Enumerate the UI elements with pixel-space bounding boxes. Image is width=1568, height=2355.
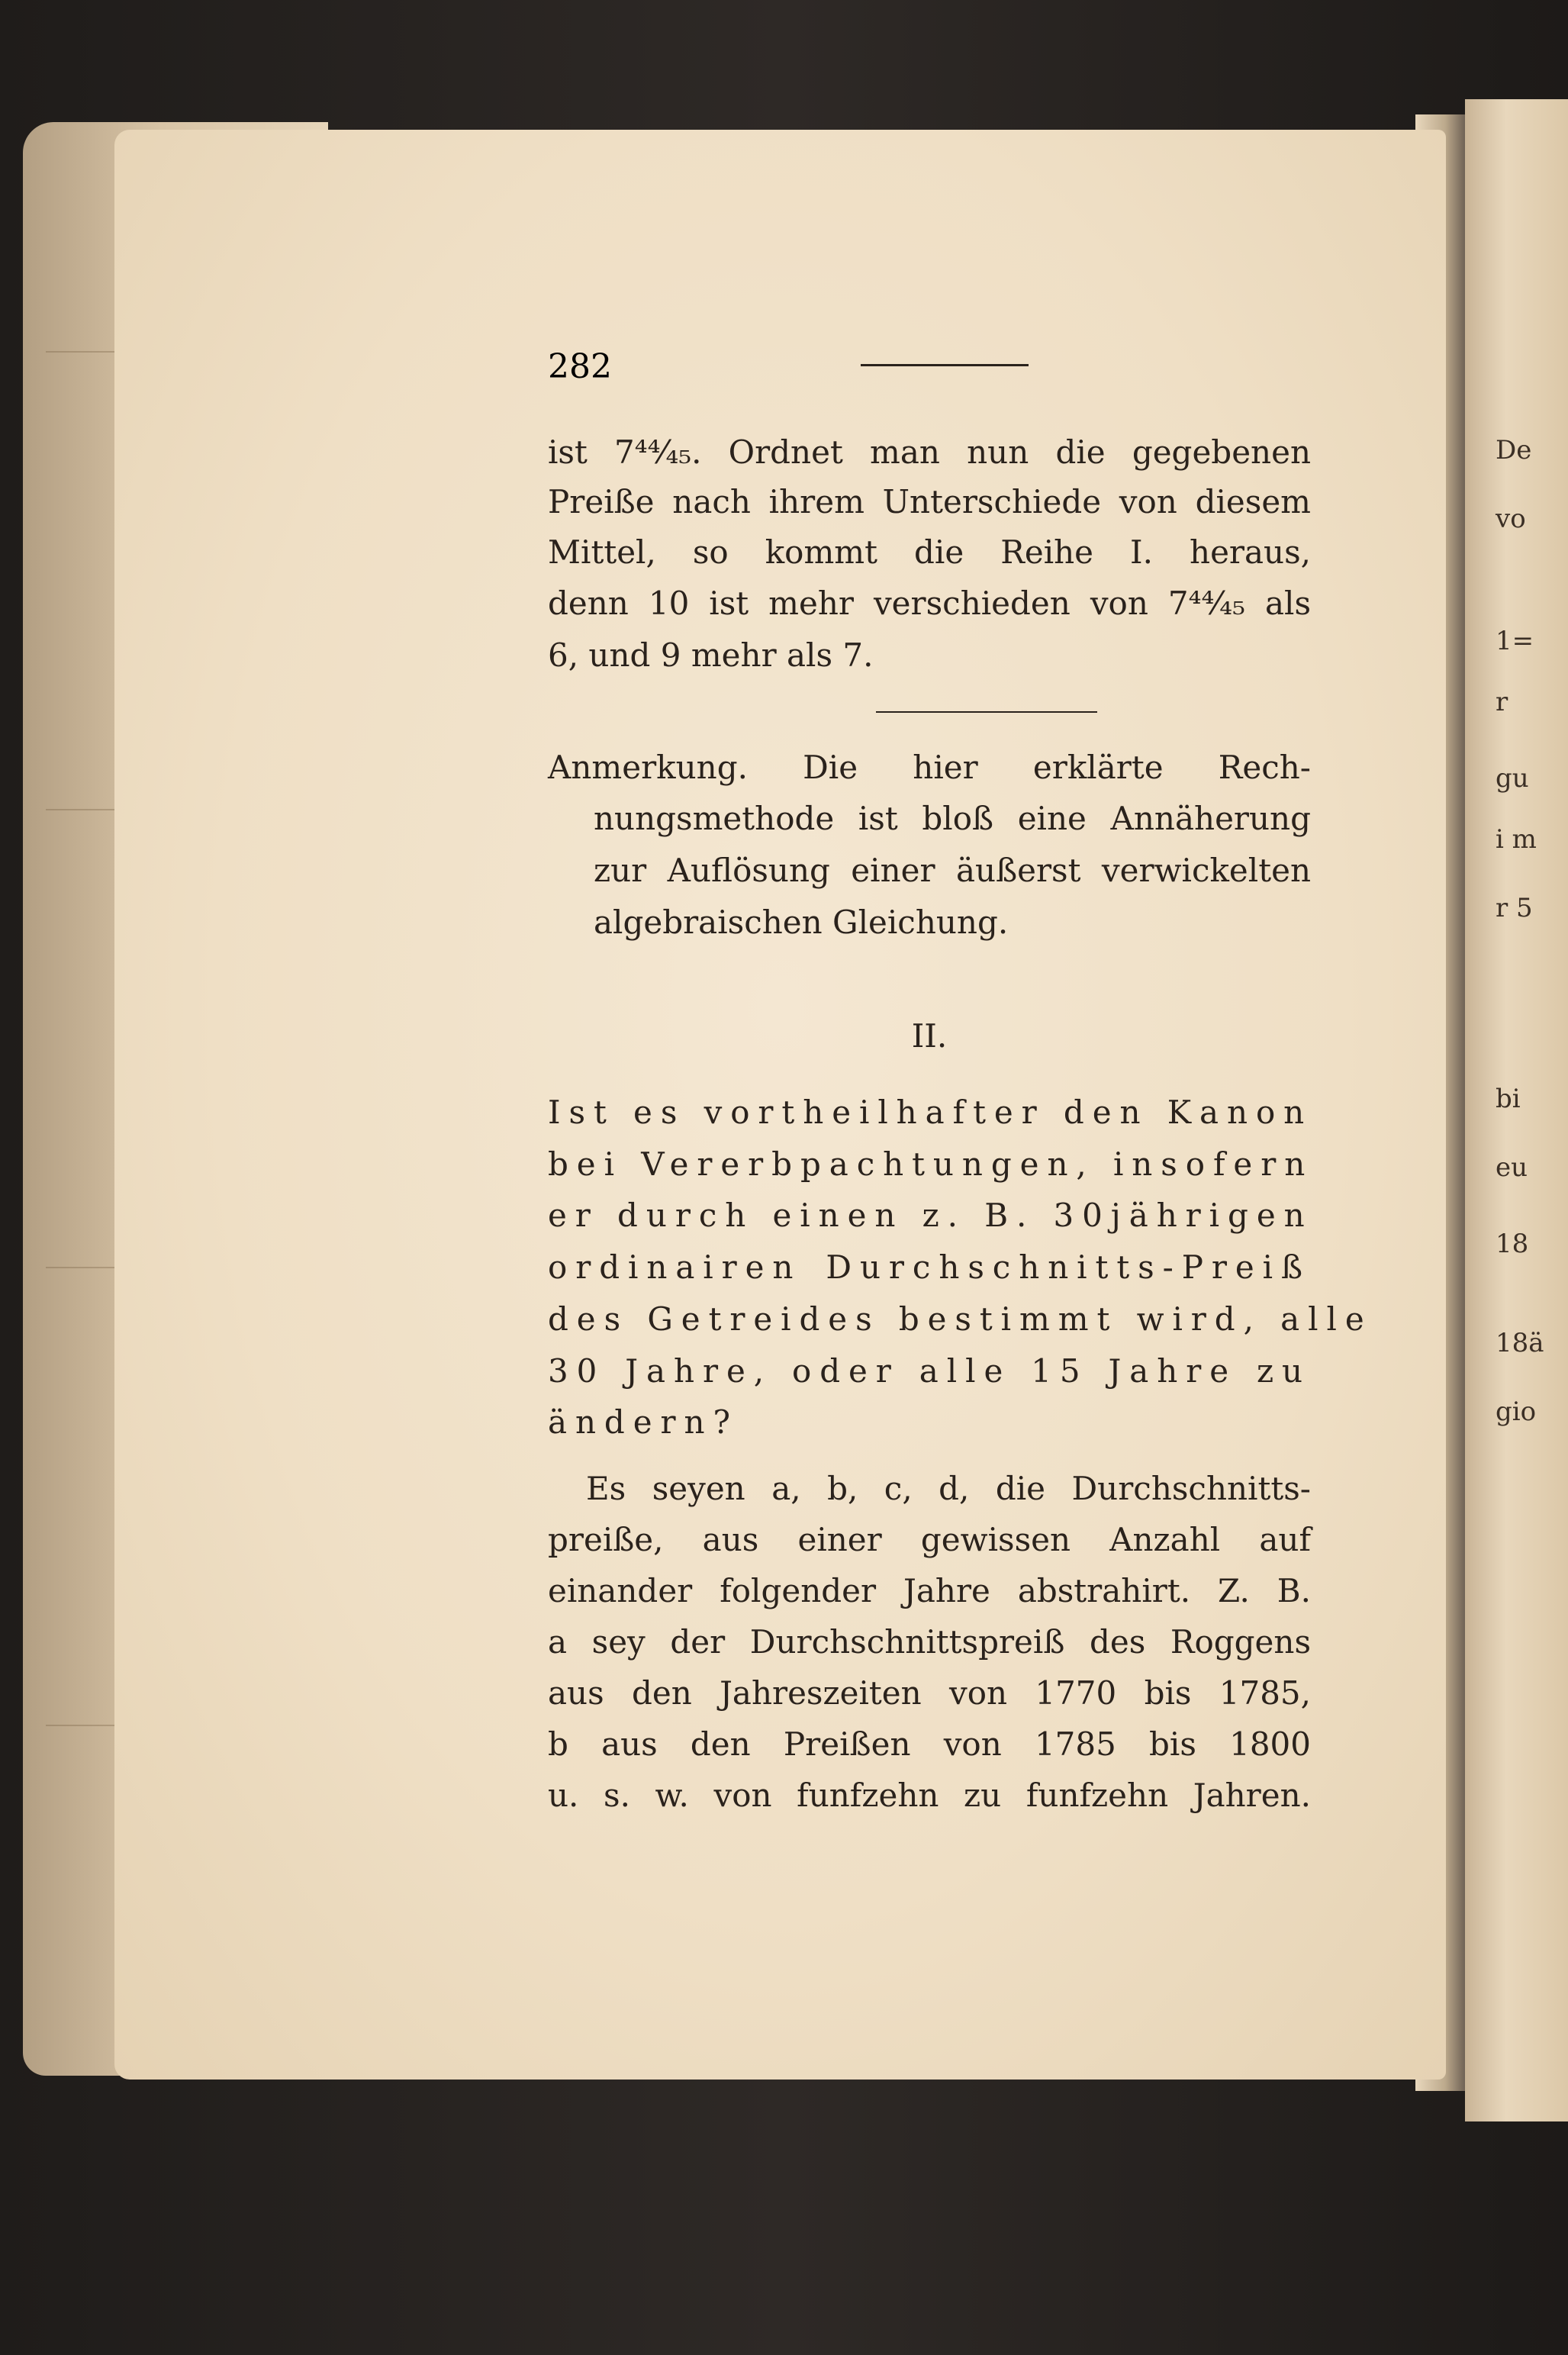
header-rule xyxy=(861,364,1029,366)
section-numeral: II. xyxy=(911,1017,948,1055)
question-line: er durch einen z. B. 30jährigen xyxy=(548,1197,1313,1234)
paragraph-line: b aus den Preißen von 1785 bis 1800 xyxy=(548,1725,1311,1763)
facing-fragment: vo xyxy=(1496,504,1526,534)
note-line: zur Auflösung einer äußerst verwickelten xyxy=(594,852,1311,889)
note-line: Anmerkung. Die hier erklärte Rech- xyxy=(548,749,1311,786)
page-header xyxy=(548,347,1311,385)
paragraph-line: Es seyen a, b, c, d, die Durchschnitts- xyxy=(586,1470,1311,1507)
paragraph-line: denn 10 ist mehr verschieden von 7⁴⁴⁄₄₅ als xyxy=(548,585,1311,622)
paragraph-line: einander folgender Jahre abstrahirt. Z. B. xyxy=(548,1572,1311,1609)
paragraph-line: Mittel, so kommt die Reihe I. heraus, xyxy=(548,533,1311,571)
question-line: Ist es vortheilhafter den Kanon xyxy=(548,1094,1313,1131)
facing-fragment: i m xyxy=(1496,824,1537,855)
facing-fragment: De xyxy=(1496,435,1532,466)
facing-fragment: gio xyxy=(1496,1397,1537,1427)
section-divider xyxy=(876,711,1097,713)
question-line: ändern? xyxy=(548,1403,739,1441)
page-number: 282 xyxy=(548,347,612,386)
facing-fragment: eu xyxy=(1496,1152,1528,1183)
paragraph-line: ist 7⁴⁴⁄₄₅. Ordnet man nun die gegebenen xyxy=(548,433,1311,471)
question-line: des Getreides bestimmt wird, alle xyxy=(548,1300,1373,1338)
facing-fragment: 18ä xyxy=(1496,1328,1544,1358)
facing-fragment: 1= xyxy=(1496,626,1534,656)
note-line: algebraischen Gleichung. xyxy=(594,904,1009,941)
paragraph-line: aus den Jahreszeiten von 1770 bis 1785, xyxy=(548,1674,1311,1712)
paragraph-line: preiße, aus einer gewissen Anzahl auf xyxy=(548,1521,1311,1558)
paragraph-line: u. s. w. von funfzehn zu funfzehn Jahren. xyxy=(548,1777,1311,1814)
paragraph-line: a sey der Durchschnittspreiß des Roggens xyxy=(548,1623,1311,1661)
note-line: nungsmethode ist bloß eine Annäherung xyxy=(594,800,1311,837)
facing-fragment: bi xyxy=(1496,1084,1521,1114)
facing-fragment: 18 xyxy=(1496,1229,1529,1259)
question-line: bei Vererbpachtungen, insofern xyxy=(548,1145,1314,1183)
paragraph-line: 6, und 9 mehr als 7. xyxy=(548,636,874,674)
facing-page xyxy=(1465,99,1568,2121)
facing-fragment: r 5 xyxy=(1496,893,1533,923)
facing-fragment: r xyxy=(1496,687,1508,717)
question-line: ordinairen Durchschnitts-Preiß xyxy=(548,1248,1311,1286)
question-line: 30 Jahre, oder alle 15 Jahre zu xyxy=(548,1352,1311,1390)
facing-fragment: gu xyxy=(1496,763,1529,794)
paragraph-line: Preiße nach ihrem Unterschiede von diesem xyxy=(548,483,1311,520)
